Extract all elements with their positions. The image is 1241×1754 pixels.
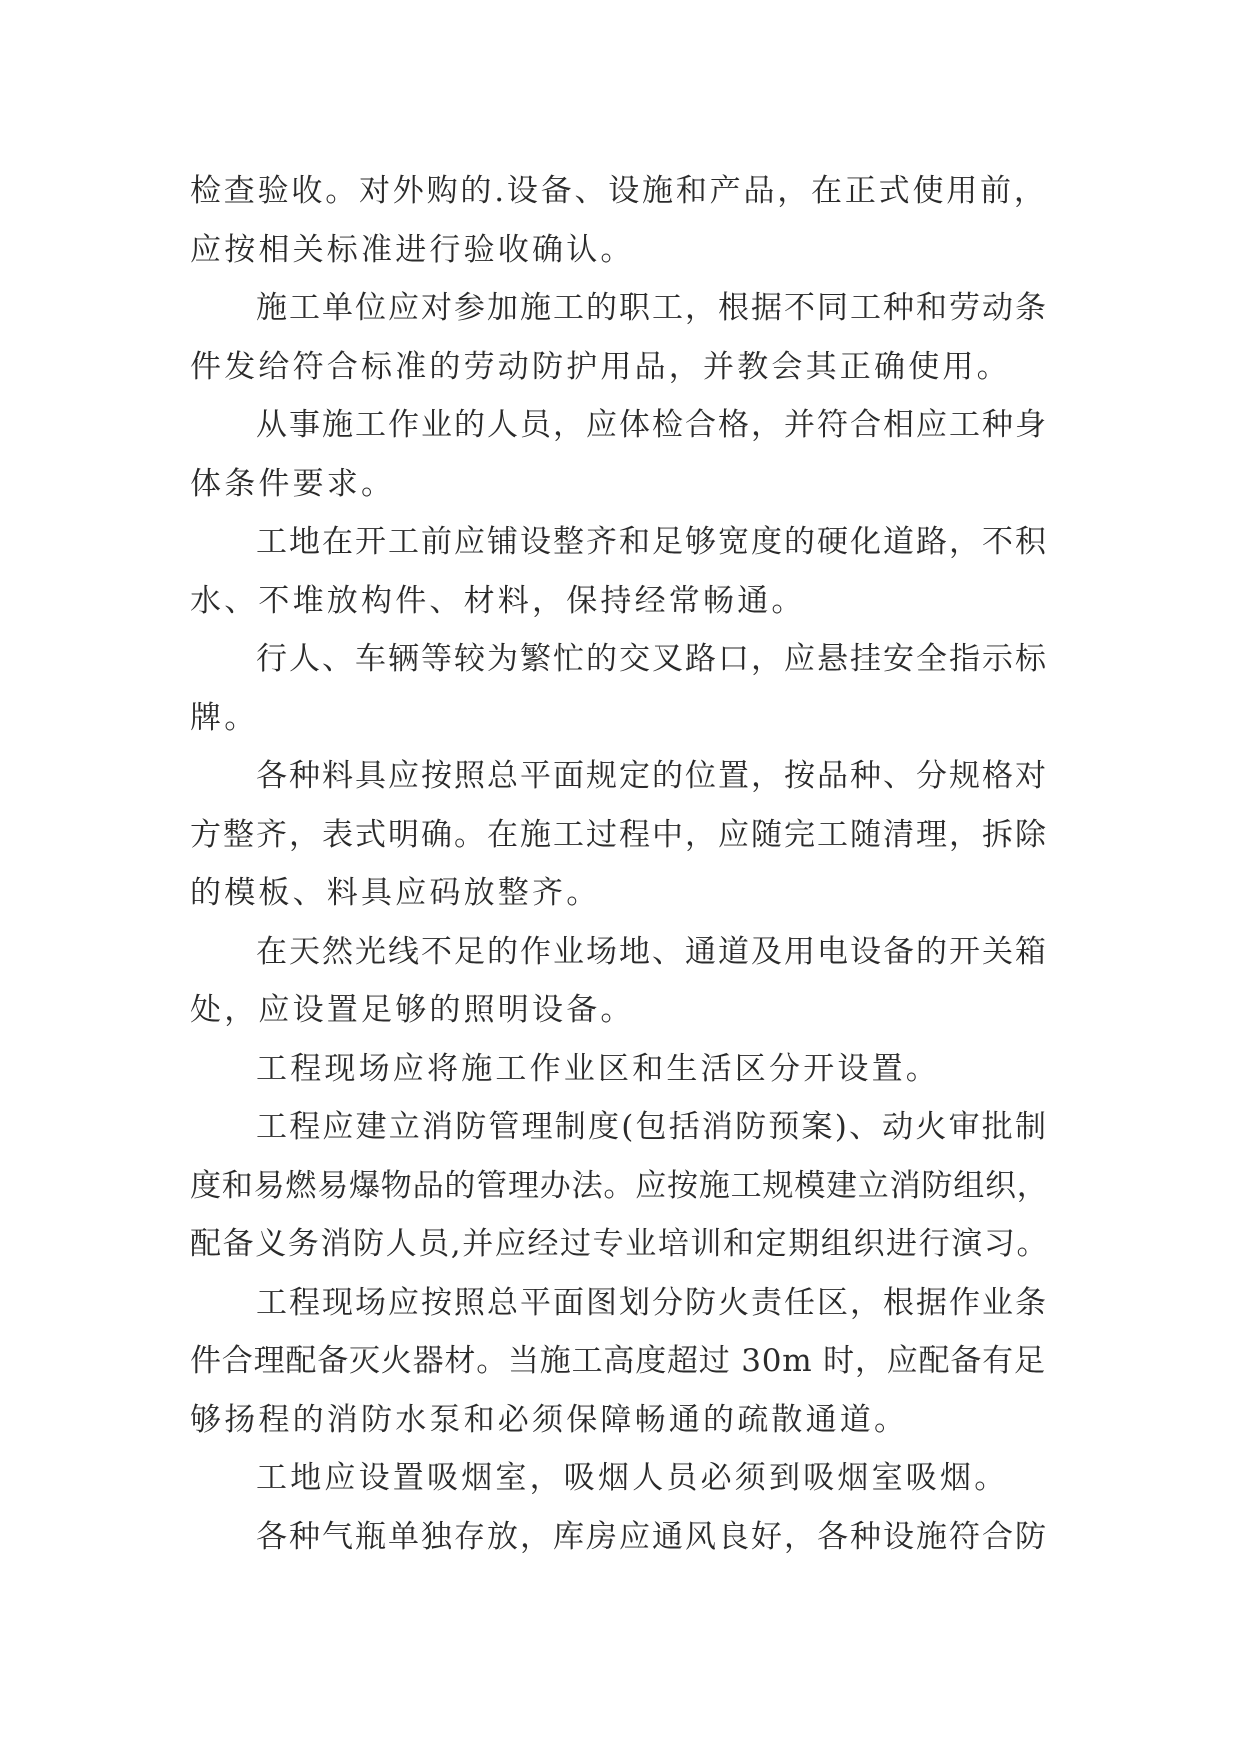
text-line: 的模板、料具应码放整齐。	[190, 875, 601, 911]
text-line: 配备义务消防人员,并应经过专业培训和定期组织进行演习。	[190, 1226, 1050, 1262]
text-line: 在天然光线不足的作业场地、通道及用电设备的开关箱	[256, 933, 1048, 970]
text-line: 件发给符合标准的劳动防护用品，并教会其正确使用。	[190, 348, 1011, 385]
text-line: 工程现场应按照总平面图划分防火责任区，根据作业条	[256, 1284, 1048, 1321]
document-body	[190, 162, 1050, 1566]
text-line: 方整齐，表式明确。在施工过程中，应随完工随清理，拆除	[190, 816, 1048, 853]
text-line: 施工单位应对参加施工的职工，根据不同工种和劳动条	[256, 290, 1048, 326]
text-line: 检查验收。对外购的.设备、设施和产品，在正式使用前，	[190, 173, 1048, 209]
text-line: 体条件要求。	[190, 465, 396, 502]
text-line: 工程现场应将施工作业区和生活区分开设置。	[256, 1050, 940, 1087]
text-line: 行人、车辆等较为繁忙的交叉路口，应悬挂安全指示标	[256, 641, 1048, 677]
text-line: 水、不堆放构件、材料，保持经常畅通。	[190, 582, 806, 619]
text-line: 应按相关标准进行验收确认。	[190, 231, 635, 268]
text-line: 牌。	[190, 699, 259, 736]
text-line: 够扬程的消防水泵和必须保障畅通的疏散通道。	[190, 1401, 909, 1438]
text-line: 工地应设置吸烟室，吸烟人员必须到吸烟室吸烟。	[256, 1460, 1009, 1496]
text-line: 度和易燃易爆物品的管理办法。应按施工规模建立消防组织，	[190, 1167, 1049, 1204]
text-line: 从事施工作业的人员，应体检合格，并符合相应工种身	[256, 407, 1048, 443]
text-line: 各种气瓶单独存放，库房应通风良好，各种设施符合防	[256, 1518, 1048, 1555]
text-line: 工程应建立消防管理制度(包括消防预案)、动火审批制	[256, 1109, 1049, 1145]
text-line: 工地在开工前应铺设整齐和足够宽度的硬化道路，不积	[256, 524, 1048, 560]
text-line: 处，应设置足够的照明设备。	[190, 992, 635, 1028]
text-line: 件合理配备灭火器材。当施工高度超过 30m 时，应配备有足	[190, 1343, 1046, 1379]
text-line: 各种料具应按照总平面规定的位置，按品种、分规格对	[256, 758, 1048, 794]
